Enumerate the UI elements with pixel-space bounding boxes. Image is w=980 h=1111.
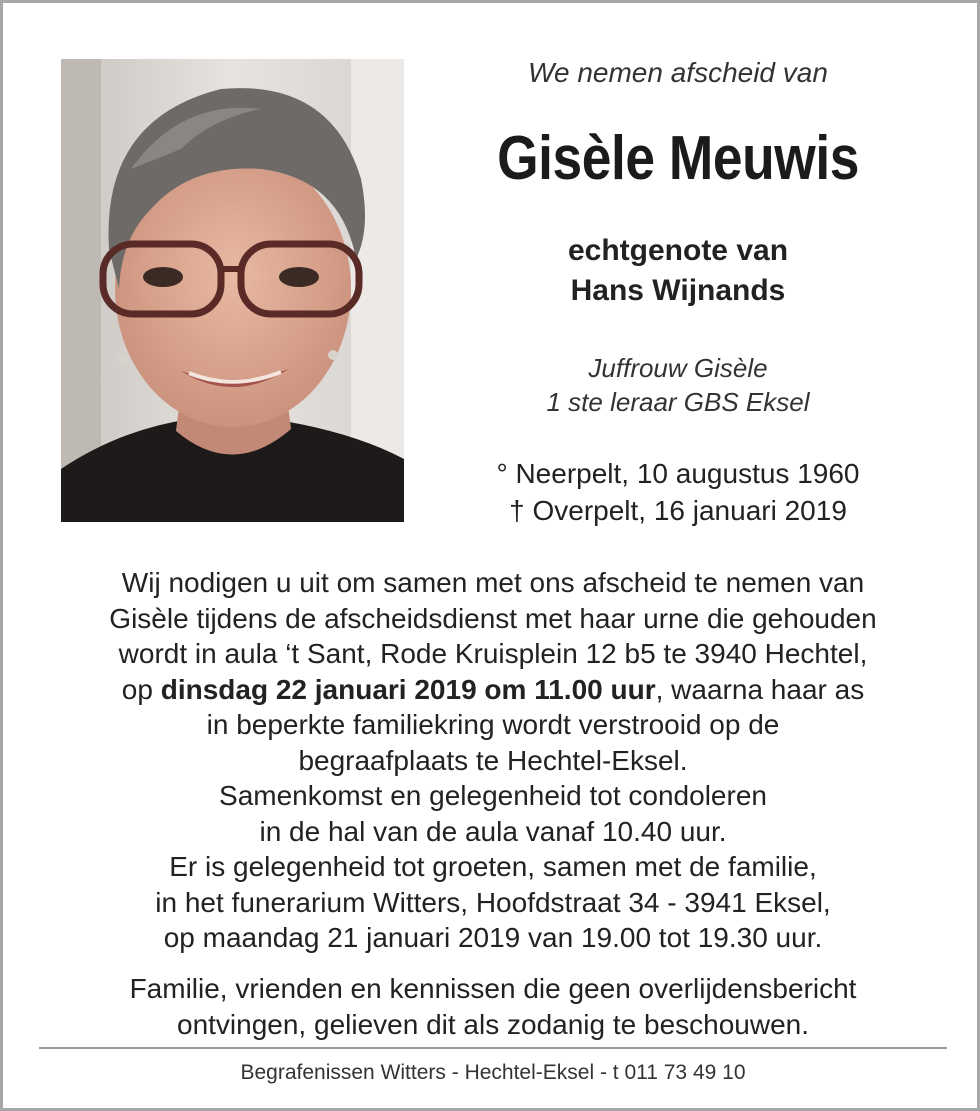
closing-text [23, 971, 963, 1042]
spouse-block [423, 231, 933, 311]
body-line: begraafplaats te Hechtel-Eksel. [298, 744, 688, 776]
body-line: op maandag 21 januari 2019 van 19.00 tot 19.30 uur. [163, 922, 823, 953]
body-line: in de hal van de aula vanaf 10.40 uur. [259, 815, 727, 847]
body-line: Gisèle tijdens de afscheidsdienst met haar urne die gehouden [109, 602, 877, 634]
body-line: Wij nodigen u uit om samen met ons afscheid te nemen van [121, 567, 865, 598]
body-line: wordt in aula ‘t Sant, Rode Kruisplein 12 b5 te 3940 Hechtel, [118, 638, 868, 669]
body-line: in het funerarium Witters, Hoofdstraat 34 - 3941 Eksel, [155, 886, 831, 918]
role-title: 1 ste leraar GBS Eksel [546, 387, 810, 417]
spouse-name: Hans Wijnands [570, 274, 786, 307]
body-line: in beperkte familiekring wordt verstrooid op de [206, 709, 780, 740]
portrait-image [61, 59, 404, 522]
birth-date: ° Neerpelt, 10 augustus 1960 [496, 458, 860, 489]
closing-line: ontvingen, gelieven dit als zodanig te beschouwen. [177, 1008, 809, 1040]
spouse-label: echtgenote van [567, 234, 789, 267]
intro-text: We nemen afscheid van [528, 57, 828, 88]
portrait-photo [61, 59, 404, 522]
footer-divider [39, 1047, 947, 1049]
body-line: Er is gelegenheid tot groeten, samen met de familie, [169, 851, 817, 882]
ceremony-details [23, 565, 963, 956]
role-nickname: Juffrouw Gisèle [588, 353, 768, 383]
funeral-home-footer: Begrafenissen Witters - Hechtel-Eksel - t 011 73 49 10 [240, 1061, 746, 1084]
body-line-prefix: op [121, 673, 161, 705]
death-date: † Overpelt, 16 januari 2019 [509, 495, 847, 526]
body-line-ceremony-date [23, 672, 963, 708]
body-line: Samenkomst en gelegenheid tot condoleren [219, 780, 767, 811]
life-dates [423, 455, 933, 529]
ceremony-datetime: dinsdag 22 januari 2019 om 11.00 uur [160, 673, 656, 705]
closing-line: Familie, vrienden en kennissen die geen overlijdensbericht [129, 973, 857, 1004]
role-block [423, 351, 933, 419]
body-line-suffix: , waarna haar as [655, 673, 865, 705]
deceased-name: Gisèle Meuwis [497, 124, 859, 193]
